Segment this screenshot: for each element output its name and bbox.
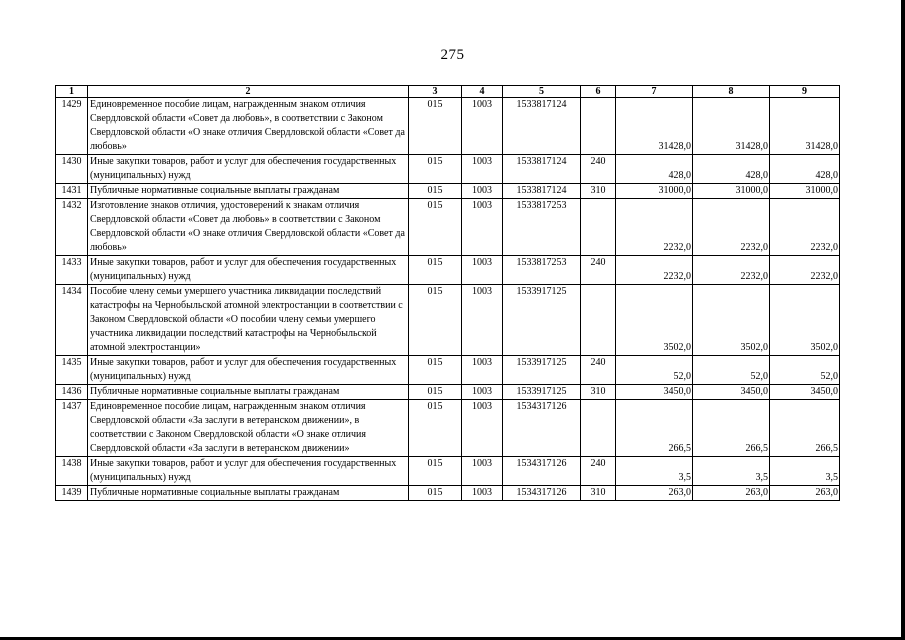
- cell-col3: 015: [409, 457, 462, 486]
- cell-col8: 3450,0: [693, 385, 770, 400]
- table-row: [56, 356, 840, 385]
- cell-col4: 1003: [462, 400, 503, 457]
- cell-col8: 31428,0: [693, 98, 770, 155]
- cell-col3: 015: [409, 256, 462, 285]
- cell-col5: 1534317126: [503, 400, 581, 457]
- cell-col5: 1533917125: [503, 285, 581, 356]
- cell-col8: 3,5: [693, 457, 770, 486]
- cell-col7: 31428,0: [616, 98, 693, 155]
- cell-col3: 015: [409, 184, 462, 199]
- cell-col6: [581, 285, 616, 356]
- cell-col3: 015: [409, 199, 462, 256]
- row-number: 1436: [56, 385, 88, 400]
- cell-col6: [581, 98, 616, 155]
- cell-col9: 3450,0: [770, 385, 840, 400]
- cell-col7: 3450,0: [616, 385, 693, 400]
- cell-col7: 2232,0: [616, 256, 693, 285]
- row-description: Публичные нормативные социальные выплаты гражданам: [88, 184, 409, 199]
- cell-col4: 1003: [462, 256, 503, 285]
- row-number: 1437: [56, 400, 88, 457]
- row-number: 1430: [56, 155, 88, 184]
- cell-col9: 52,0: [770, 356, 840, 385]
- cell-col9: 2232,0: [770, 256, 840, 285]
- cell-col5: 1533917125: [503, 385, 581, 400]
- table-row: [56, 285, 840, 356]
- row-number: 1429: [56, 98, 88, 155]
- table-row: [56, 155, 840, 184]
- row-number: 1433: [56, 256, 88, 285]
- cell-col4: 1003: [462, 356, 503, 385]
- row-description: Публичные нормативные социальные выплаты гражданам: [88, 486, 409, 501]
- cell-col7: 266,5: [616, 400, 693, 457]
- table-row: [56, 256, 840, 285]
- row-description: Иные закупки товаров, работ и услуг для обеспечения государственных (муниципальных) нужд: [88, 155, 409, 184]
- cell-col5: 1533817253: [503, 199, 581, 256]
- row-description: Иные закупки товаров, работ и услуг для обеспечения государственных (муниципальных) нужд: [88, 256, 409, 285]
- cell-col5: 1534317126: [503, 457, 581, 486]
- cell-col7: 263,0: [616, 486, 693, 501]
- cell-col7: 3502,0: [616, 285, 693, 356]
- cell-col8: 428,0: [693, 155, 770, 184]
- page-number: 275: [440, 47, 465, 63]
- cell-col6: [581, 199, 616, 256]
- table-row: [56, 457, 840, 486]
- column-header: 9: [770, 86, 840, 98]
- cell-col4: 1003: [462, 155, 503, 184]
- table-row: [56, 486, 840, 501]
- row-description: Изготовление знаков отличия, удостоверений к знакам отличия Свердловской области «Совет да любовь» в соответствии с Законом Свердловской области «О знаке отличия Свердловской области «Совет да любовь»: [88, 199, 409, 256]
- row-description: Иные закупки товаров, работ и услуг для обеспечения государственных (муниципальных) нужд: [88, 356, 409, 385]
- cell-col5: 1533817253: [503, 256, 581, 285]
- column-header: 7: [616, 86, 693, 98]
- cell-col9: 428,0: [770, 155, 840, 184]
- budget-table: [55, 85, 840, 501]
- cell-col8: 3502,0: [693, 285, 770, 356]
- column-header: 4: [462, 86, 503, 98]
- cell-col6: 240: [581, 457, 616, 486]
- cell-col8: 266,5: [693, 400, 770, 457]
- cell-col9: 266,5: [770, 400, 840, 457]
- column-header: 6: [581, 86, 616, 98]
- table-body: [56, 98, 840, 501]
- cell-col6: 240: [581, 256, 616, 285]
- cell-col4: 1003: [462, 486, 503, 501]
- header-row: [56, 86, 840, 98]
- cell-col4: 1003: [462, 385, 503, 400]
- table-row: [56, 199, 840, 256]
- table-row: [56, 400, 840, 457]
- cell-col3: 015: [409, 155, 462, 184]
- column-header: 3: [409, 86, 462, 98]
- column-header: 1: [56, 86, 88, 98]
- cell-col4: 1003: [462, 184, 503, 199]
- cell-col6: 310: [581, 486, 616, 501]
- cell-col5: 1533817124: [503, 184, 581, 199]
- cell-col3: 015: [409, 98, 462, 155]
- row-description: Иные закупки товаров, работ и услуг для обеспечения государственных (муниципальных) нужд: [88, 457, 409, 486]
- row-number: 1435: [56, 356, 88, 385]
- row-description: Публичные нормативные социальные выплаты гражданам: [88, 385, 409, 400]
- row-number: 1438: [56, 457, 88, 486]
- row-number: 1431: [56, 184, 88, 199]
- cell-col9: 31000,0: [770, 184, 840, 199]
- cell-col7: 31000,0: [616, 184, 693, 199]
- cell-col7: 3,5: [616, 457, 693, 486]
- row-number: 1439: [56, 486, 88, 501]
- cell-col6: 240: [581, 155, 616, 184]
- cell-col8: 2232,0: [693, 199, 770, 256]
- cell-col4: 1003: [462, 98, 503, 155]
- cell-col8: 2232,0: [693, 256, 770, 285]
- cell-col6: 240: [581, 356, 616, 385]
- cell-col9: 3502,0: [770, 285, 840, 356]
- table-row: [56, 184, 840, 199]
- cell-col3: 015: [409, 285, 462, 356]
- row-description: Пособие члену семьи умершего участника ликвидации последствий катастрофы на Чернобыльской атомной электростанции в соответствии с Законом Свердловской области «О пособии члену семьи умершего участника ликвидации последствий катастрофы на Чернобыльской атомной электростанции»: [88, 285, 409, 356]
- table-row: [56, 385, 840, 400]
- cell-col7: 52,0: [616, 356, 693, 385]
- cell-col6: [581, 400, 616, 457]
- cell-col5: 1533917125: [503, 356, 581, 385]
- page-border-right: [901, 0, 905, 640]
- cell-col4: 1003: [462, 285, 503, 356]
- cell-col3: 015: [409, 486, 462, 501]
- cell-col4: 1003: [462, 457, 503, 486]
- cell-col9: 2232,0: [770, 199, 840, 256]
- cell-col5: 1533817124: [503, 155, 581, 184]
- cell-col5: 1534317126: [503, 486, 581, 501]
- column-header: 8: [693, 86, 770, 98]
- row-number: 1432: [56, 199, 88, 256]
- row-number: 1434: [56, 285, 88, 356]
- cell-col8: 263,0: [693, 486, 770, 501]
- cell-col8: 52,0: [693, 356, 770, 385]
- cell-col9: 263,0: [770, 486, 840, 501]
- column-header: 2: [88, 86, 409, 98]
- cell-col6: 310: [581, 184, 616, 199]
- cell-col9: 3,5: [770, 457, 840, 486]
- table-row: [56, 98, 840, 155]
- cell-col5: 1533817124: [503, 98, 581, 155]
- cell-col3: 015: [409, 385, 462, 400]
- row-description: Единовременное пособие лицам, награжденным знаком отличия Свердловской области «Совет да любовь», в соответствии с Законом Свердловской области «О знаке отличия Свердловской области «Совет да любовь»: [88, 98, 409, 155]
- cell-col7: 428,0: [616, 155, 693, 184]
- cell-col9: 31428,0: [770, 98, 840, 155]
- cell-col6: 310: [581, 385, 616, 400]
- column-header: 5: [503, 86, 581, 98]
- cell-col4: 1003: [462, 199, 503, 256]
- cell-col8: 31000,0: [693, 184, 770, 199]
- row-description: Единовременное пособие лицам, награжденным знаком отличия Свердловской области «За заслуги в ветеранском движении», в соответствии с Законом Свердловской области «О знаке отличия Свердловской области «За заслуги в ветеранском движении»: [88, 400, 409, 457]
- cell-col3: 015: [409, 400, 462, 457]
- cell-col7: 2232,0: [616, 199, 693, 256]
- cell-col3: 015: [409, 356, 462, 385]
